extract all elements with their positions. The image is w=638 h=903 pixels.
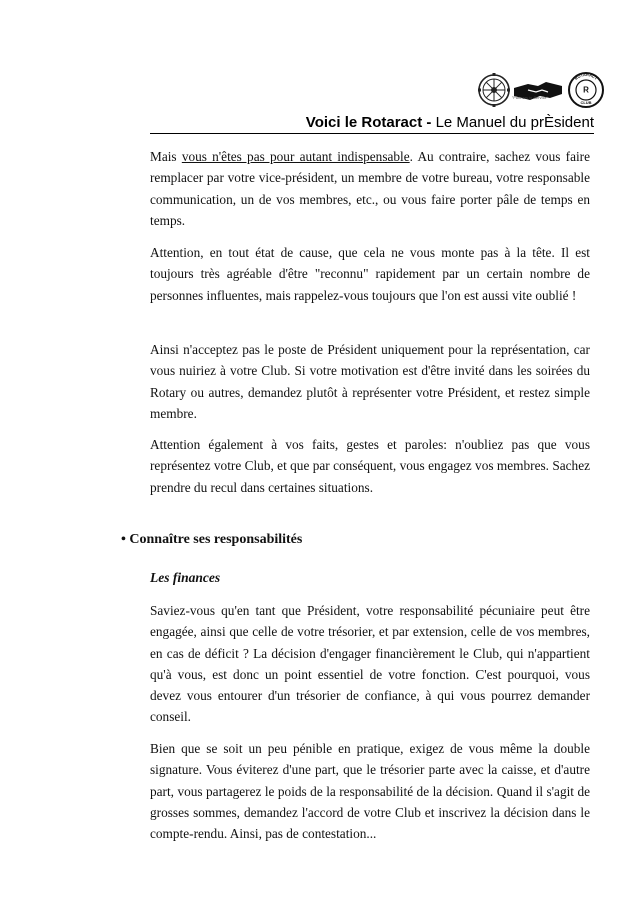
paragraph-4: Attention également à vos faits, gestes et paroles: n'oubliez pas que vous représentez votre Club, et que par conséquent, vous engagez vos membres. Sachez prendre du recul dans certaines situations. [150, 437, 590, 495]
paragraph-6: Bien que se soit un peu pénible en pratique, exigez de vous même la double signature. Vous éviterez d'une part, que le trésorier parte avec la caisse, et d'autre part, vous partagerez le poids de la responsabilité de la décision. Quand il s'agit de grosses sommes, demandez l'accord de votre Club et inscrivez la décision dans le compte-rendu. Ainsi, pas de contestation... [150, 741, 590, 842]
paragraph-5: Saviez-vous qu'en tant que Président, votre responsabilité pécuniaire peut être engagée, ainsi que celle de votre trésorier, et par extension, celle de vos membres, en cas de déficit ? La décision d'engager financièrement le Club, qui n'appartient qu'à vous, est donc un point essentiel de votre fonction. C'est pourquoi, vous devez vous entourer d'un trésorier de confiance, à qui vous pourrez demander conseil. [150, 603, 590, 725]
header-divider [150, 133, 594, 134]
section-heading: • Connaître ses responsabilités [121, 532, 303, 547]
paragraph-1-lead: Mais [150, 149, 182, 164]
header-title-rest: Le Manuel du prÈsident [435, 114, 594, 131]
header-title-bold: Voici le Rotaract - [305, 114, 436, 131]
page-header-title [306, 114, 594, 131]
paragraph-1-rest: . Au contraire, sachez vous faire remplacer par votre vice-président, un membre de votre bureau, votre responsable communication, un de vos membres, etc., ou vous faire porter pâle de temps en temps. [150, 149, 591, 228]
paragraph-1-underlined: vous n'êtes pas pour autant indispensable [181, 149, 410, 164]
svg-text:CLUB: CLUB [580, 100, 592, 105]
svg-text:R: R [583, 85, 589, 95]
paragraph-2: Attention, en tout état de cause, que cela ne vous monte pas à la tête. Il est toujours très agréable d'être "reconnu" rapidement par un certain nombre de personnes influentes, mais rappelez-vous toujours que l'on est aussi vite oublié ! [150, 245, 590, 303]
logo-motto: "Partners in Service" [511, 96, 549, 100]
rotary-wheel-icon [478, 73, 510, 107]
paragraph-3: Ainsi n'acceptez pas le poste de Président uniquement pour la représentation, car vous nuiriez à votre Club. Si votre motivation est d'être invité dans les soirées du Rotary ou autres, demandez plutôt à représenter votre Président, et restez simple membre. [150, 342, 590, 421]
rotaract-seal-icon [569, 72, 603, 107]
sub-heading-finances: Les finances [150, 570, 221, 585]
header-logos [478, 70, 606, 112]
svg-text:ROTARACT: ROTARACT [573, 71, 599, 81]
paragraph-1 [150, 146, 590, 231]
